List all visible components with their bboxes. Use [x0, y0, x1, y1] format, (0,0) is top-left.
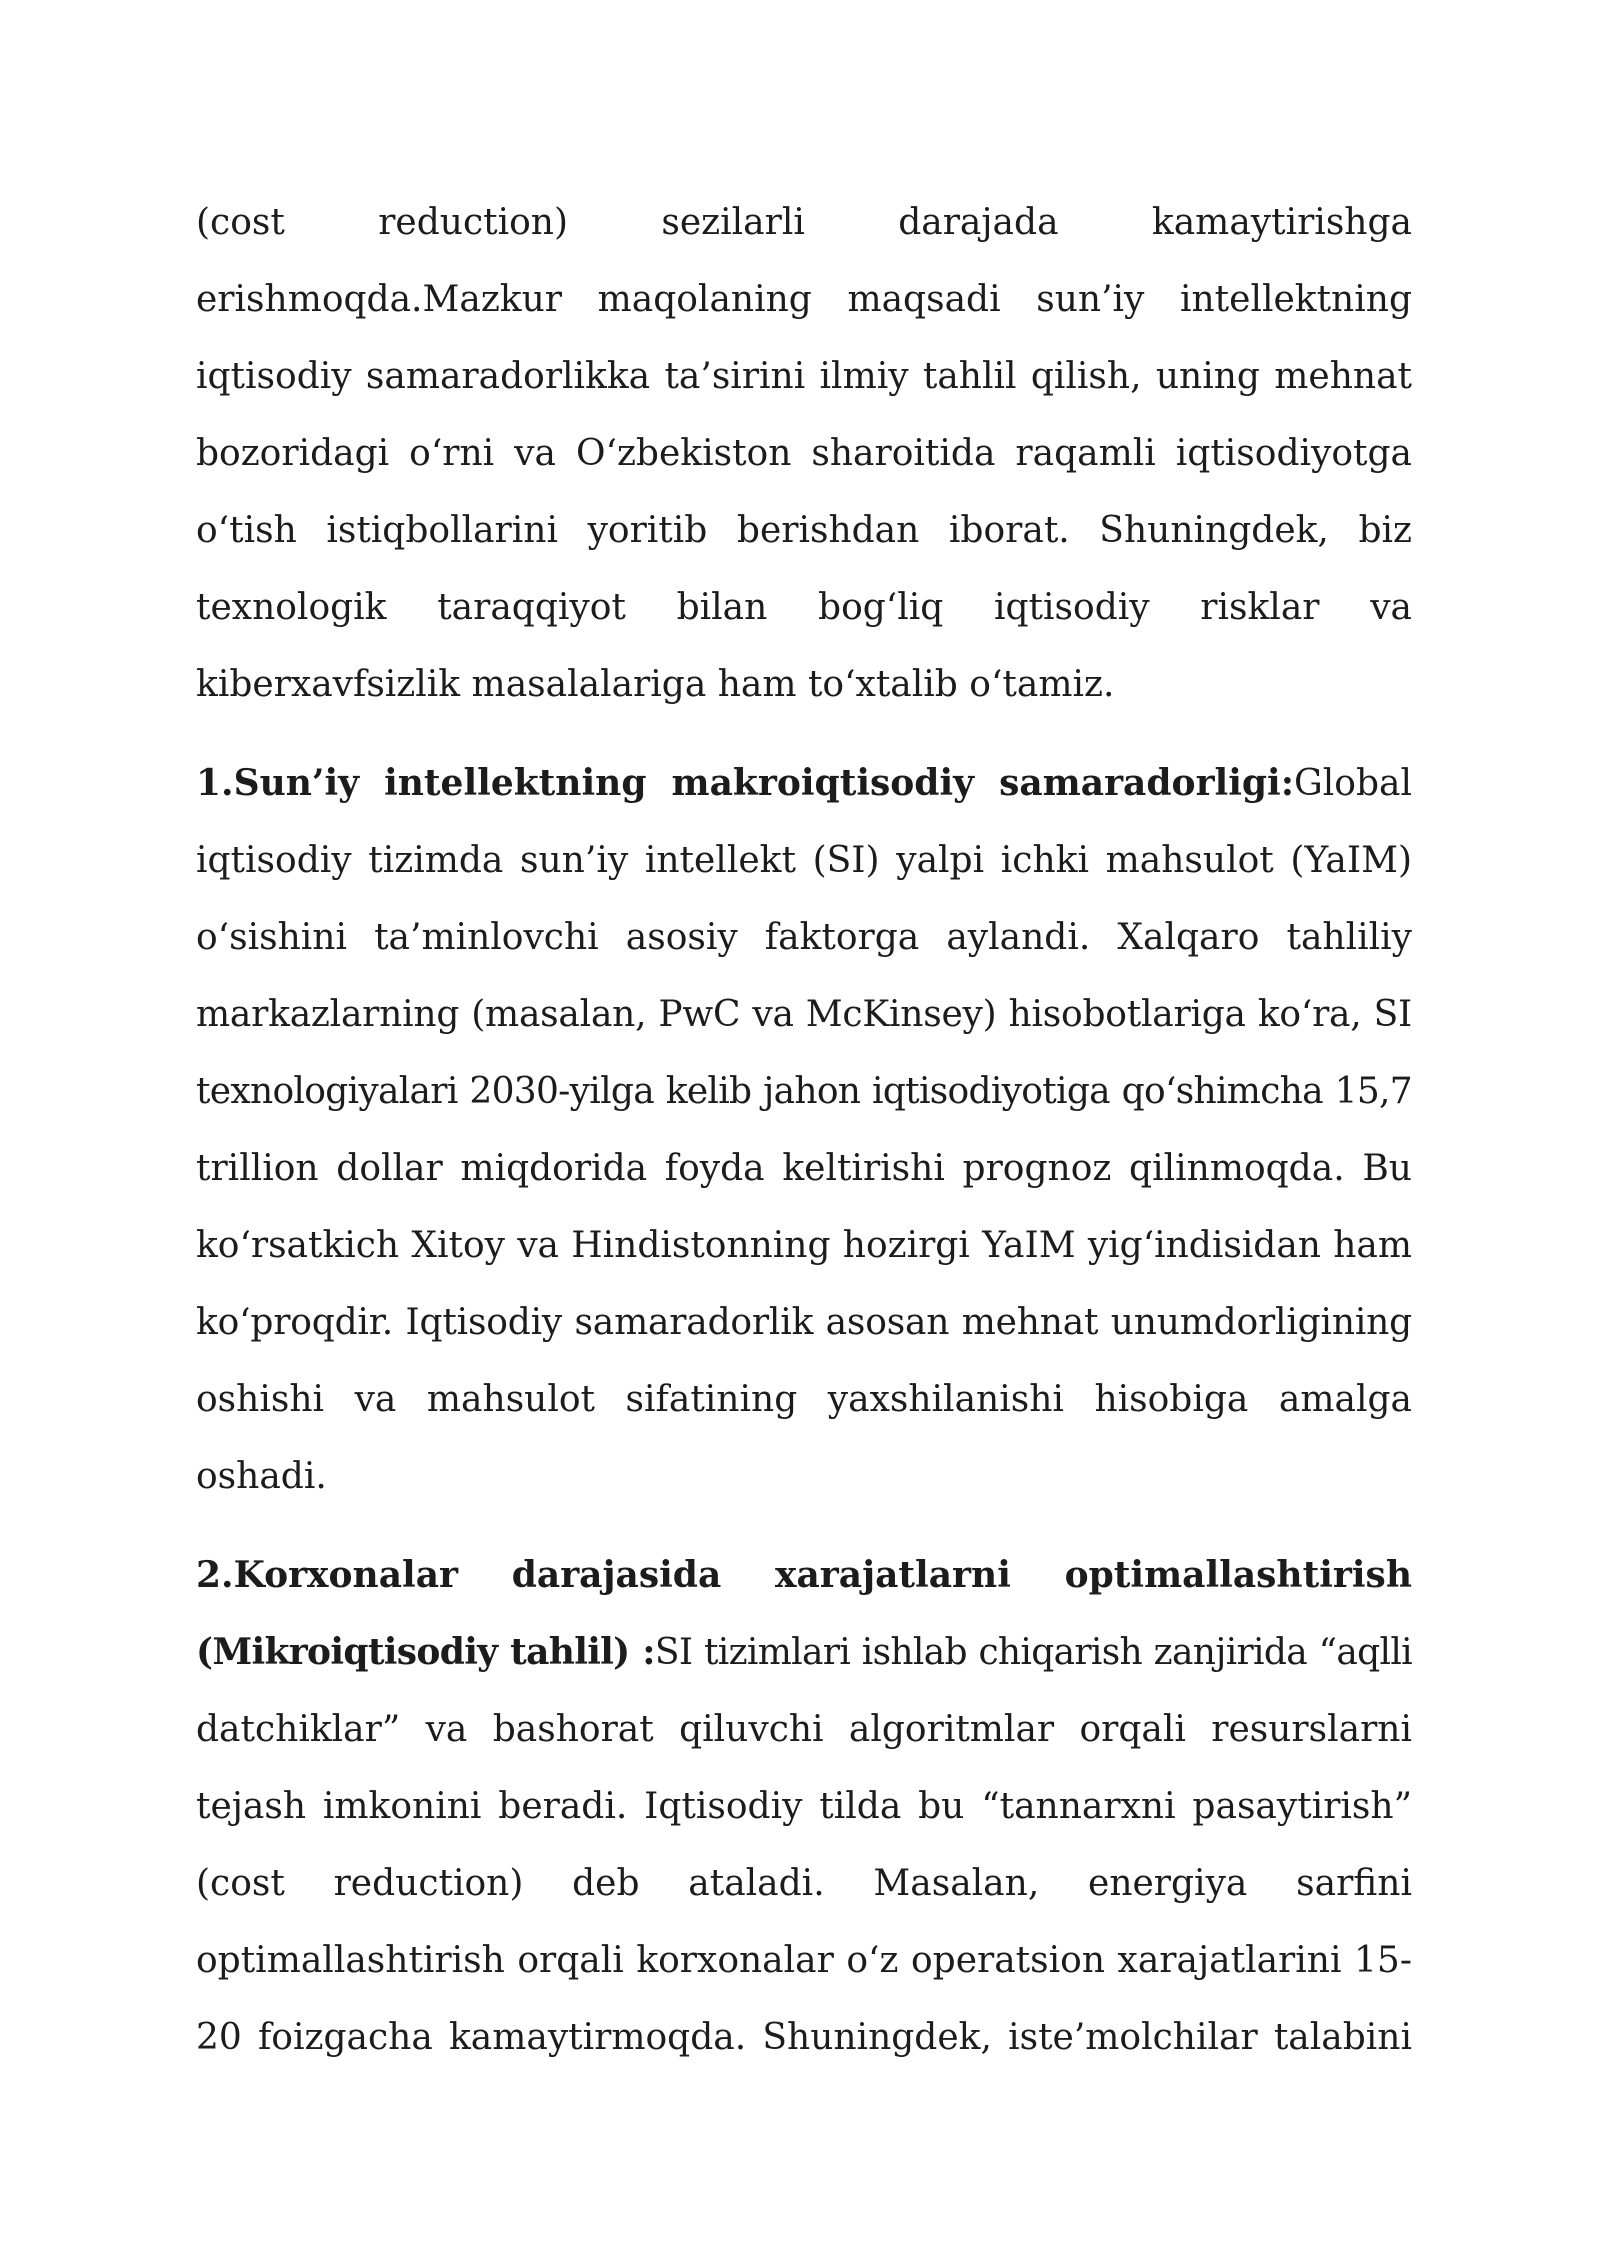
line-text: iqtisodiy tizimda sun’iy intellekt (SI) yalpi ichki mahsulot (YaIM)	[196, 840, 1412, 881]
text-line	[196, 415, 1412, 492]
text-line	[196, 1284, 1412, 1361]
text-line	[196, 1361, 1412, 1438]
line-text: texnologik taraqqiyot bilan bog‘liq iqtisodiy risklar va	[196, 587, 1412, 628]
line-text: ko‘rsatkich Xitoy va Hindistonning hozirgi YaIM yig‘indisidan ham	[196, 1225, 1412, 1266]
text-line	[196, 338, 1412, 415]
text-line	[196, 1691, 1412, 1768]
line-text: tejash imkonini beradi. Iqtisodiy tilda bu “tannarxni pasaytirish”	[196, 1786, 1412, 1827]
section-2-paragraph	[196, 1537, 1412, 2076]
line-text: ko‘proqdir. Iqtisodiy samaradorlik asosan mehnat unumdorligining	[196, 1302, 1412, 1343]
line-text: texnologiyalari 2030-yilga kelib jahon iqtisodiyotiga qo‘shimcha 15,7	[196, 1071, 1412, 1112]
text-line	[196, 899, 1412, 976]
line-text: (cost reduction) sezilarli darajada kamaytirishga	[196, 202, 1412, 243]
text-line	[196, 492, 1412, 569]
text-line	[196, 976, 1412, 1053]
line-text: trillion dollar miqdorida foyda keltirishi prognoz qilinmoqda. Bu	[196, 1148, 1412, 1189]
text-line	[196, 822, 1412, 899]
line-text: SI tizimlari ishlab chiqarish zanjirida “aqlli	[654, 1632, 1412, 1673]
document-page	[196, 184, 1412, 2098]
text-line	[196, 745, 1412, 822]
line-text: optimallashtirish orqali korxonalar o‘z operatsion xarajatlarini 15-	[196, 1940, 1412, 1981]
line-text: erishmoqda.Mazkur maqolaning maqsadi sun’iy intellektning	[196, 279, 1412, 320]
line-text: oshishi va mahsulot sifatining yaxshilanishi hisobiga amalga	[196, 1379, 1412, 1420]
line-text	[196, 763, 1412, 804]
line-text	[196, 1555, 1412, 1596]
text-line	[196, 1438, 1412, 1515]
text-line	[196, 184, 1412, 261]
line-text: kiberxavfsizlik masalalariga ham to‘xtalib o‘tamiz.	[196, 664, 1115, 705]
text-line	[196, 1614, 1412, 1691]
line-text: bozoridagi o‘rni va O‘zbekiston sharoitida raqamli iqtisodiyotga	[196, 433, 1412, 474]
line-text: oshadi.	[196, 1456, 327, 1497]
line-text: o‘tish istiqbollarini yoritib berishdan iborat. Shuningdek, biz	[196, 510, 1412, 551]
line-text: o‘sishini ta’minlovchi asosiy faktorga aylandi. Xalqaro tahliliy	[196, 917, 1412, 958]
line-text: Global	[1294, 763, 1412, 804]
section-heading: 2.Korxonalar darajasida xarajatlarni optimallashtirish	[196, 1554, 1412, 1596]
text-line	[196, 1207, 1412, 1284]
section-1-paragraph	[196, 745, 1412, 1515]
text-line	[196, 261, 1412, 338]
line-text: (cost reduction) deb ataladi. Masalan, energiya sarfini	[196, 1863, 1412, 1904]
text-line	[196, 1999, 1412, 2076]
text-line	[196, 1537, 1412, 1614]
text-line	[196, 1053, 1412, 1130]
text-line	[196, 1845, 1412, 1922]
paragraph-intro	[196, 184, 1412, 723]
text-line	[196, 1768, 1412, 1845]
text-line	[196, 569, 1412, 646]
line-text: iqtisodiy samaradorlikka ta’sirini ilmiy tahlil qilish, uning mehnat	[196, 356, 1412, 397]
line-text: markazlarning (masalan, PwC va McKinsey) hisobotlariga ko‘ra, SI	[196, 994, 1412, 1035]
section-heading: (Mikroiqtisodiy tahlil) :	[196, 1631, 655, 1673]
section-heading: 1.Sun’iy intellektning makroiqtisodiy samaradorligi:	[196, 762, 1295, 804]
line-text: datchiklar” va bashorat qiluvchi algoritmlar orqali resurslarni	[196, 1709, 1412, 1750]
line-text	[196, 1632, 1412, 1673]
text-line	[196, 646, 1412, 723]
text-line	[196, 1922, 1412, 1999]
line-text: 20 foizgacha kamaytirmoqda. Shuningdek, iste’molchilar talabini	[196, 2017, 1412, 2058]
text-line	[196, 1130, 1412, 1207]
